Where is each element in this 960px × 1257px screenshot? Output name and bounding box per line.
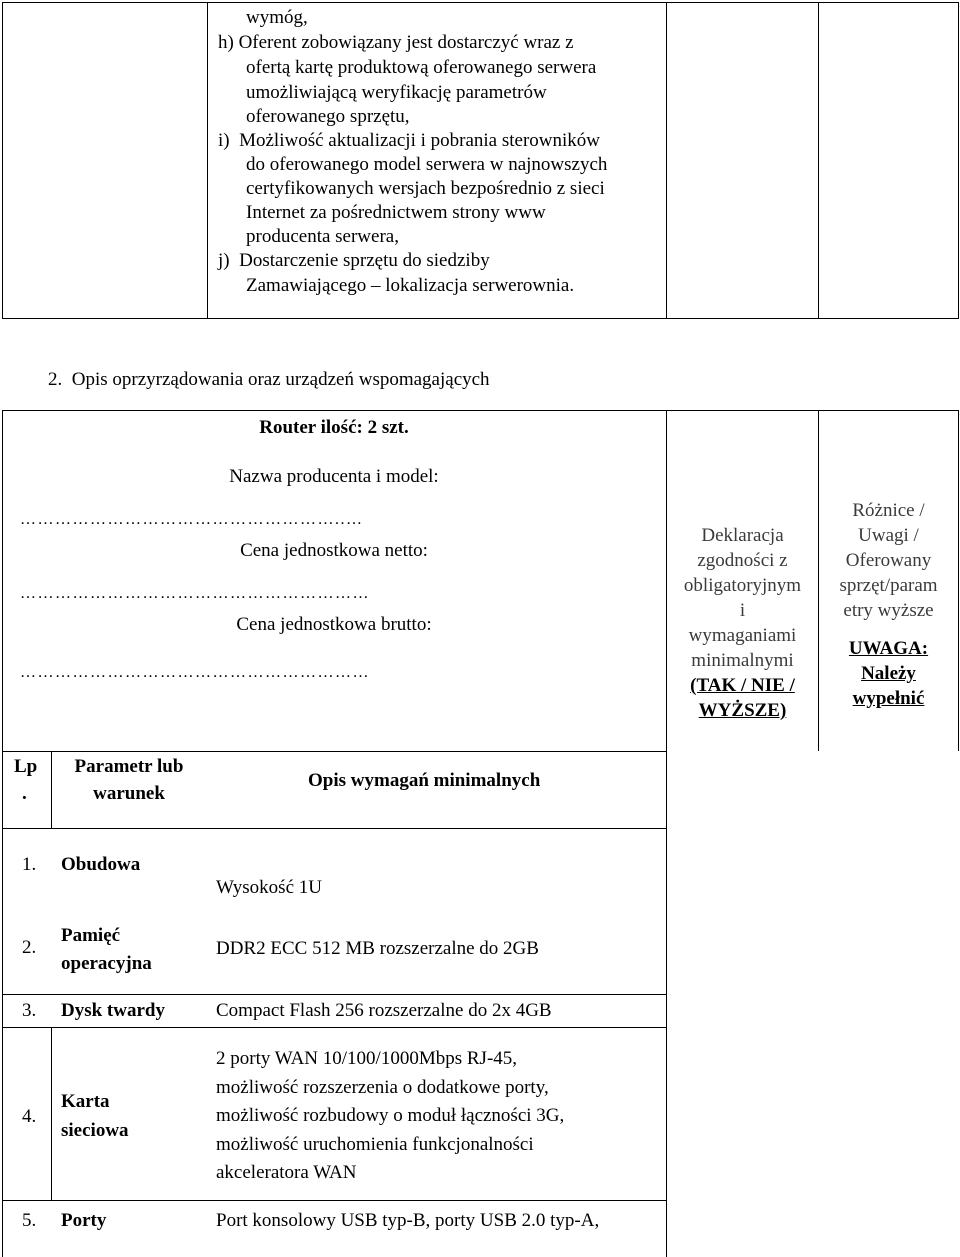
row-param: Pamięć [61, 925, 121, 946]
spec-line: wymóg, [246, 7, 308, 28]
table-border [666, 2, 667, 319]
table-border [818, 2, 819, 319]
col-header-lp-dot: . [22, 783, 27, 804]
table-border [958, 2, 959, 319]
row-lp: 3. [22, 1000, 37, 1021]
spec-line: ofertą kartę produktową oferowanego serwera [246, 57, 597, 78]
row-lp: 2. [22, 937, 37, 958]
spec-line: Internet za pośrednictwem strony www [246, 202, 546, 223]
section-heading: 2. Opis oprzyrządowania oraz urządzeń wspomagających [48, 369, 490, 390]
spec-line: j) Dostarczenie sprzętu do siedziby [218, 250, 490, 271]
row-param: Porty [61, 1210, 107, 1231]
table-border [51, 1027, 52, 1200]
row-lp: 5. [22, 1210, 37, 1231]
table-border [207, 2, 208, 319]
table-border [2, 751, 666, 752]
row-lp: 4. [22, 1106, 37, 1127]
row-desc: 2 porty WAN 10/100/1000Mbps RJ-45, [216, 1048, 518, 1069]
table-border [2, 410, 959, 411]
row-desc: Port konsolowy USB typ-B, porty USB 2.0 typ-A, [216, 1210, 600, 1231]
row-param: Karta [61, 1091, 110, 1112]
row-desc: możliwość uruchomienia funkcjonalności [216, 1134, 534, 1155]
spec-line: certyfikowanych wersjach bezpośrednio z sieci [246, 178, 605, 199]
declaration-header: Deklaracja zgodności z obligatoryjnym i wymaganiami minimalnymi (TAK / NIE / WYŻSZE) [683, 525, 802, 721]
table-border [2, 318, 959, 319]
net-price-label: Cena jednostkowa netto: [240, 540, 428, 561]
col-header-param: warunek [93, 783, 165, 804]
col-header-desc: Opis wymagań minimalnych [308, 770, 541, 791]
table-border [2, 2, 959, 3]
gross-price-label: Cena jednostkowa brutto: [236, 614, 432, 635]
producer-dots: ………………………………………………..… [20, 511, 364, 528]
table-border [2, 410, 3, 1257]
table-border [2, 1200, 666, 1201]
row-desc: Wysokość 1U [216, 877, 322, 898]
remarks-header: Różnice / Uwagi / Oferowany sprzęt/param etry wyższe UWAGA: Należy wypełnić [839, 500, 938, 709]
row-param: sieciowa [61, 1120, 129, 1141]
table-border [2, 828, 666, 829]
spec-line: i) Możliwość aktualizacji i pobrania sterowników [218, 130, 601, 151]
row-param: Dysk twardy [61, 1000, 165, 1021]
spec-line: h) Oferent zobowiązany jest dostarczyć wraz z [218, 32, 574, 53]
row-lp: 1. [22, 854, 37, 875]
device-title: Router ilość: 2 szt. [259, 417, 409, 438]
row-param: operacyjna [61, 953, 152, 974]
spec-line: Zamawiającego – lokalizacja serwerownia. [246, 275, 575, 296]
table-border [2, 2, 3, 319]
gross-price-dots: …………………………………………………… [20, 664, 370, 681]
table-border [2, 994, 666, 995]
spec-line: producenta serwera, [246, 226, 399, 247]
row-desc: możliwość rozbudowy o moduł łączności 3G, [216, 1105, 565, 1126]
spec-line: do oferowanego model serwera w najnowszych [246, 154, 608, 175]
row-desc: możliwość rozszerzenia o dodatkowe porty, [216, 1077, 549, 1098]
row-param: Obudowa [61, 854, 141, 875]
col-header-lp: Lp [14, 756, 38, 777]
net-price-dots: …………………………………………………… [20, 585, 370, 602]
col-header-param: Parametr lub [74, 756, 184, 777]
table-border [2, 1027, 666, 1028]
row-desc: Compact Flash 256 rozszerzalne do 2x 4GB [216, 1000, 552, 1021]
spec-line: umożliwiającą weryfikację parametrów [246, 82, 547, 103]
producer-label: Nazwa producenta i model: [229, 466, 439, 487]
spec-line: oferowanego sprzętu, [246, 106, 410, 127]
row-desc: DDR2 ECC 512 MB rozszerzalne do 2GB [216, 938, 539, 959]
table-border [958, 410, 959, 751]
row-desc: akceleratora WAN [216, 1162, 357, 1183]
